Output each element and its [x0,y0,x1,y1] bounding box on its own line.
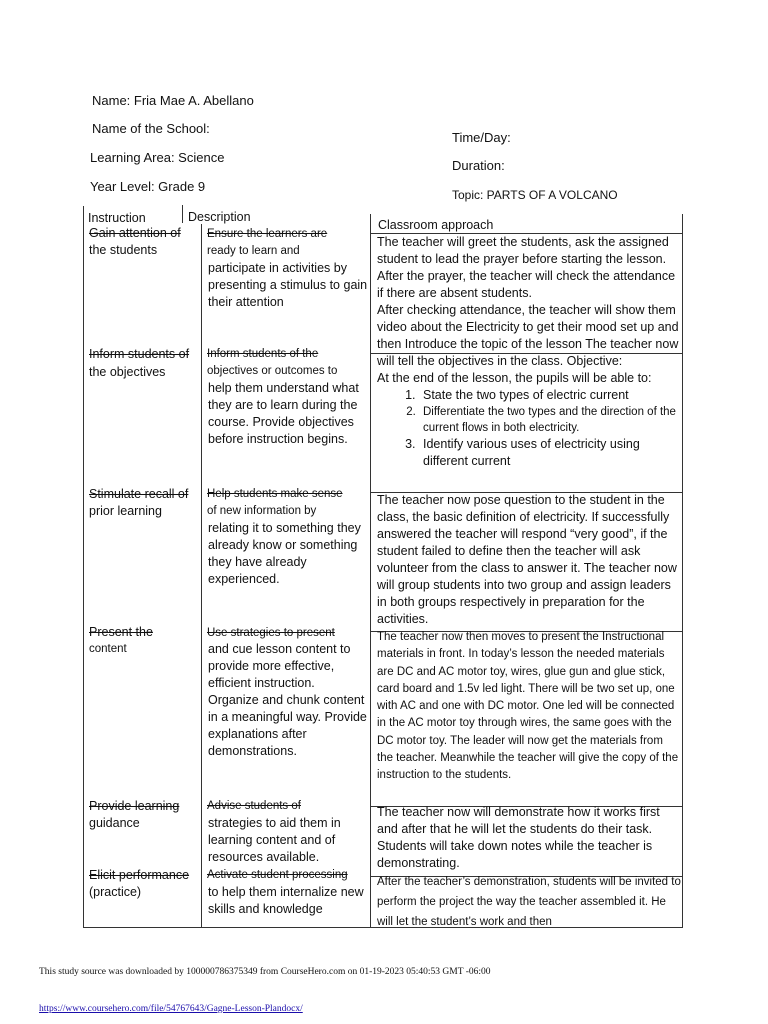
col-instruction-header: Instruction [88,211,146,225]
objective-item: 2. Differentiate the two types and the direction of the current flows in both electricity. [419,404,682,436]
table-border-right [682,214,683,928]
school-field: Name of the School: [92,121,210,136]
table-divider-2 [370,214,371,928]
table-border-left [83,224,84,928]
row3-desc-line1: Help students make sense [207,488,343,500]
approach-block-1 [377,234,682,470]
table-divider-1 [201,224,202,928]
row6-desc-body: to help them internalize new skills and knowledge [208,885,364,916]
row1-desc-line1: Ensure the learners are [207,228,328,240]
col-approach-header: Classroom approach [378,218,494,232]
row5-instruction-line1: Provide learning [89,799,180,813]
row4-desc-line1: Use strategies to present [207,627,335,639]
row1-desc-body: participate in activities by presenting a stimulus to gain their attention [208,261,368,309]
duration-field: Duration: [452,158,505,173]
row6-instruction-line1: Elicit performance [89,868,190,882]
approach-video: After checking attendance, the teacher will show them video about the Electricity to get their mood set up and then Introduce the topic of the lesson The teacher now will tell the objectives in the class. Objective: [377,303,679,368]
row1-instruction-line1: Gain attention of [89,226,181,240]
row3-desc-line2: of new information by [207,505,317,517]
row2-desc-line2: objectives or outcomes to [207,365,338,377]
approach-block-3 [377,629,682,785]
approach-block-4 [377,804,682,872]
row3-instruction-line2: prior learning [89,504,162,518]
objective-item: 1. State the two types of electric current [419,387,682,404]
approach-recall: The teacher now pose question to the student in the class, the basic definition of electricity. If successfully answered the teacher will respond “very good”, if the student failed to define then the teacher will ask volunteer from the class to answer it. The teacher now will group students into two group and assign leaders in both groups respectively in preparation for the activities. [377,493,677,626]
row2-instruction-line2: the objectives [89,365,166,379]
row6-instruction-line2: (practice) [89,885,142,899]
objectives-list [377,387,682,470]
row4-desc-body: and cue lesson content to provide more effective, efficient instruction. Organize and chunk content in a meaningful way. Provide explanations after demonstrations. [208,642,367,758]
name-field: Name: Fria Mae A. Abellano [92,93,254,108]
year-level-field: Year Level: Grade 9 [90,179,206,194]
row2-instruction-line1: Inform students of [89,347,190,361]
approach-block-5 [377,872,682,932]
topic-field: Topic: PARTS OF A VOLCANO [452,188,618,202]
row5-desc-body: strategies to aid them in learning content and of resources available. [208,816,341,864]
row1-instruction-line2: the students [89,243,158,257]
row4-instruction-line1: Present the [89,625,153,639]
col-description-header: Description [188,210,251,224]
header-tick-mid [182,205,183,223]
objective-item: 3. Identify various uses of electricity using different current [419,436,682,470]
row3-instruction-line1: Stimulate recall of [89,487,189,501]
row5-desc-line1: Advise students of [207,800,301,812]
approach-block-2 [377,492,682,628]
approach-materials: The teacher now then moves to present the Instructional materials in front. In today’s lesson the needed materials are DC and AC motor toy, wires, glue gun and glue stick, card board and 1.5v led light. There will be two set up, one with AC and one with DC motor. One led will be connected in the AC motor toy through wires, the same goes with the DC motor toy. The leader will now get the materials from the teacher. Meanwhile the teacher will give the copy of the instruction to the students. [377,631,679,782]
row4-instruction-line2: content [89,643,127,655]
approach-greeting: The teacher will greet the students, ask the assigned student to lead the prayer before starting the lesson. After the prayer, the teacher will check the attendance if there are absent students. [377,235,676,300]
download-note: This study source was downloaded by 100000786375349 from CourseHero.com on 01-19-2023 05:40:53 GMT -06:00 [39,967,491,977]
approach-perform: After the teacher’s demonstration, students will be invited to perform the project the way the teacher assembled it. He will let the student’s work and then [377,876,681,928]
row2-desc-body: help them understand what they are to learn during the course. Provide objectives before instruction begins. [208,381,359,446]
header-tick-left [83,206,84,224]
approach-objectives-intro: At the end of the lesson, the pupils will be able to: [377,371,652,385]
time-day-field: Time/Day: [452,130,511,145]
row3-desc-body: relating it to something they already know or something they have already experienced. [208,521,361,586]
learning-area-field: Learning Area: Science [90,150,225,165]
source-link[interactable]: https://www.coursehero.com/file/54767643/Gagne-Lesson-Plandocx/ [39,1004,303,1014]
row6-desc-line1: Activate student processing [207,869,348,881]
row5-instruction-line2: guidance [89,816,140,830]
row1-desc-line2: ready to learn and [207,245,300,257]
row2-desc-line1: Inform students of the [207,348,319,360]
approach-demonstrate: The teacher now will demonstrate how it works first and after that he will let the students do their task. Students will take down notes while the teacher is demonstrating. [377,805,660,870]
